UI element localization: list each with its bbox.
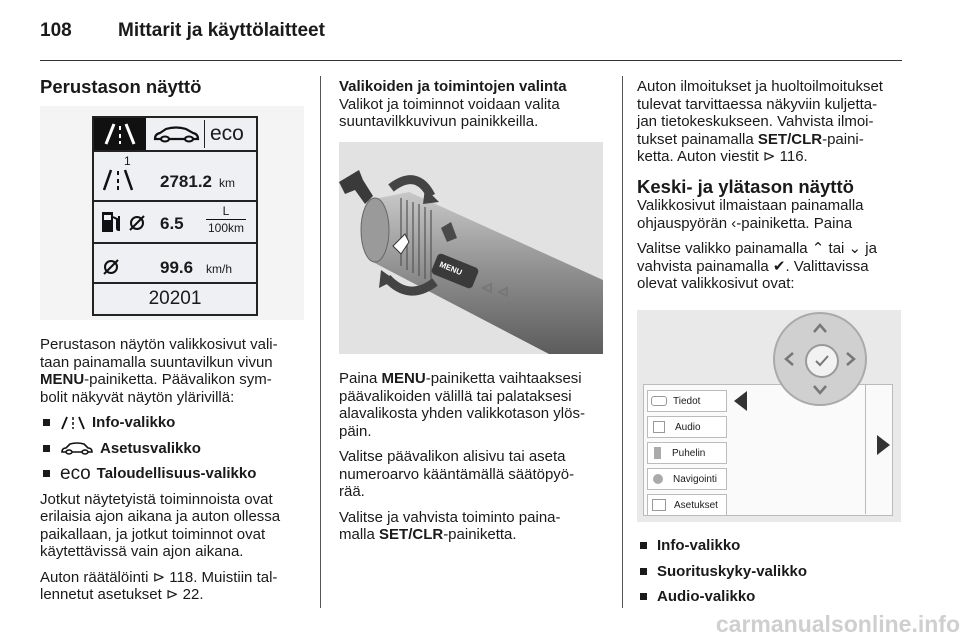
bullet-marker — [43, 445, 50, 452]
dashboard-display — [92, 116, 258, 316]
odometer-unit: km — [219, 176, 235, 190]
col3-bullets — [637, 537, 907, 614]
fuel-consumption-value: 6.5 — [160, 214, 184, 233]
paragraph-line: päävalikoiden välillä tai palataksesi — [339, 387, 572, 405]
fuel-unit-top: L — [222, 204, 230, 218]
turn-signal-lever-illustration — [339, 142, 603, 354]
right-arrow-icon — [875, 434, 891, 456]
info-tab — [94, 118, 146, 150]
dashboard-tab-row — [94, 118, 256, 152]
chevron-down-icon — [812, 384, 828, 396]
road-icon — [100, 168, 136, 192]
bullet-marker — [43, 419, 50, 426]
fraction-line — [206, 219, 246, 220]
paragraph-text: Paina — [339, 370, 382, 387]
menu-item-tiedot[interactable] — [647, 390, 727, 412]
bullet-item — [40, 465, 312, 483]
paragraph-line: Valitse valikko painamalla ⌃ tai ⌄ ja — [637, 240, 877, 257]
screen-divider — [865, 384, 866, 514]
bullet-label: Suorituskyky-valikko — [657, 562, 808, 580]
car-icon — [60, 441, 94, 455]
paragraph-line: Jotkut näytetyistä toiminnoista ovat — [40, 490, 273, 508]
odometer-value: 2781.2 — [160, 172, 212, 191]
menu-item-label: Asetukset — [674, 499, 718, 511]
odometer-total: 20201 — [148, 288, 202, 309]
stalk-menu-label: MENU — [438, 259, 464, 278]
paragraph-text: -painiketta. Päävalikon sym- — [84, 371, 272, 388]
phone-icon — [654, 447, 661, 459]
bullet-item — [637, 588, 907, 606]
paragraph-line: Auton ilmoitukset ja huoltoilmoitukset — [637, 78, 883, 95]
paragraph-line: Valitse ja vahvista toiminto paina- — [339, 508, 561, 526]
bullet-marker — [640, 568, 647, 575]
tab-separator — [204, 120, 205, 148]
menu-item-navigointi[interactable] — [647, 468, 727, 490]
trip-number: 1 — [124, 154, 131, 168]
steering-control-pad — [773, 312, 867, 406]
average-icon — [102, 258, 120, 276]
bullet-item — [40, 414, 312, 432]
paragraph-line: suuntavilkkuvivun painikkeilla. — [339, 113, 539, 130]
paragraph-line: käytettävissä vain ajon aikana. — [40, 543, 244, 560]
page-number: 108 — [40, 20, 72, 41]
left-arrow-icon — [733, 390, 749, 412]
watermark: carmanualsonline.info — [715, 611, 960, 637]
paragraph-line: Auton räätälöinti ⊳ 118. Muistiin tal- — [40, 568, 278, 586]
settings-icon — [652, 499, 666, 511]
average-speed-value: 99.6 — [160, 258, 194, 277]
bullet-item — [637, 563, 907, 581]
average-icon — [128, 214, 146, 232]
car-icon — [152, 124, 200, 144]
paragraph-line: rää. — [339, 483, 365, 500]
set-clr-keyword: SET/CLR — [379, 526, 444, 543]
bullet-marker — [43, 470, 50, 477]
paragraph-text: -painiketta. — [443, 526, 517, 543]
menu-display-figure — [637, 310, 901, 522]
fuel-unit-bottom: 100km — [207, 221, 245, 235]
section-heading: Perustason näyttö — [40, 76, 202, 97]
chevron-left-icon — [783, 351, 795, 367]
eco-symbol: eco — [60, 463, 91, 485]
paragraph-line: Valikkosivut ilmaistaan painamalla — [637, 197, 864, 214]
bullet-item — [40, 440, 312, 458]
paragraph-line: Perustason näytön valikkosivut vali- — [40, 336, 278, 353]
chapter-title: Mittarit ja käyttölaitteet — [118, 20, 325, 41]
paragraph-text: -painiketta vaihtaaksesi — [425, 370, 582, 387]
menu-keyword: MENU — [40, 371, 85, 388]
paragraph-line — [339, 526, 609, 544]
menu-item-audio[interactable] — [647, 416, 727, 438]
eco-tab: eco — [210, 122, 244, 145]
menu-item-label: Tiedot — [673, 395, 701, 407]
stalk-figure — [339, 142, 603, 354]
car-icon — [651, 396, 667, 406]
paragraph-line: päin. — [339, 422, 372, 440]
speed-unit: km/h — [206, 262, 233, 276]
paragraph-text: -paini- — [822, 130, 864, 148]
paragraph-line — [40, 371, 312, 389]
subsection-heading: Valikoiden ja toimintojen valinta — [339, 78, 567, 95]
menu-list — [647, 390, 727, 516]
row-separator — [94, 200, 256, 202]
paragraph-line: ketta. Auton viestit ⊳ 116. — [637, 148, 808, 165]
bullet-label: Info-valikko — [92, 414, 176, 431]
paragraph-line: jan tietokeskukseen. Vahvista ilmoi- — [637, 113, 874, 130]
header-rule — [40, 60, 902, 61]
paragraph-line: erilaisia ajon aikana ja auton ollessa — [40, 508, 281, 525]
bullet-label: Asetusvalikko — [100, 439, 201, 457]
paragraph-line: Valikot ja toiminnot voidaan valita — [339, 95, 560, 113]
col2-text — [339, 370, 609, 544]
menu-item-asetukset[interactable] — [647, 494, 727, 516]
audio-icon — [653, 421, 665, 433]
road-icon — [102, 122, 138, 146]
column-divider — [622, 76, 623, 608]
paragraph-line: vahvista painamalla ✔. Valittavissa — [637, 257, 869, 275]
paragraph-text: malla — [339, 526, 380, 543]
paragraph-line — [339, 370, 609, 388]
section-heading: Keski- ja ylätason näyttö — [637, 175, 854, 197]
col1-text — [40, 336, 312, 604]
bullet-label: Audio-valikko — [657, 588, 756, 605]
paragraph-line: lennetut asetukset ⊳ 22. — [40, 586, 204, 603]
row-separator — [94, 242, 256, 244]
menu-item-label: Audio — [675, 421, 701, 433]
fuel-pump-icon — [100, 208, 122, 234]
set-clr-keyword: SET/CLR — [757, 130, 823, 148]
bullet-label: Taloudellisuus-valikko — [96, 465, 257, 482]
menu-keyword: MENU — [381, 370, 426, 387]
row-separator — [94, 282, 256, 284]
paragraph-line: Valitse päävalikon alisivu tai aseta — [339, 448, 566, 465]
road-icon — [60, 416, 86, 430]
menu-item-puhelin[interactable] — [647, 442, 727, 464]
paragraph-line — [637, 131, 907, 149]
paragraph-line: taan painamalla suuntavilkun vivun — [40, 353, 273, 371]
bullet-label: Info-valikko — [657, 537, 741, 554]
chevron-right-icon — [845, 351, 857, 367]
paragraph-line: bolit näkyvät näytön ylärivillä: — [40, 388, 235, 406]
bullet-marker — [640, 542, 647, 549]
menu-item-label: Navigointi — [673, 473, 717, 485]
navigation-icon — [653, 474, 663, 484]
bullet-marker — [640, 593, 647, 600]
basic-display-figure — [40, 106, 304, 320]
paragraph-line: numeroarvo kääntämällä säätöpyö- — [339, 465, 575, 483]
column-divider — [320, 76, 321, 608]
paragraph-line: olevat valikkosivut ovat: — [637, 275, 795, 292]
paragraph-line: ohjauspyörän ‹-painiketta. Paina — [637, 214, 853, 232]
bullet-item — [637, 537, 907, 555]
col3-text-top — [637, 78, 907, 293]
paragraph-text: tukset painamalla — [637, 130, 758, 148]
col2-intro — [339, 78, 607, 131]
chevron-up-icon — [812, 322, 828, 334]
paragraph-line: paikallaan, ja jotkut toiminnot ovat — [40, 525, 266, 543]
checkmark-icon — [814, 354, 830, 368]
paragraph-line: alavalikosta yhden valikkotason ylös- — [339, 405, 585, 422]
ok-button — [805, 344, 839, 378]
menu-item-label: Puhelin — [672, 447, 706, 459]
paragraph-line: tulevat tarvittaessa näkyviin kuljetta- — [637, 95, 878, 113]
